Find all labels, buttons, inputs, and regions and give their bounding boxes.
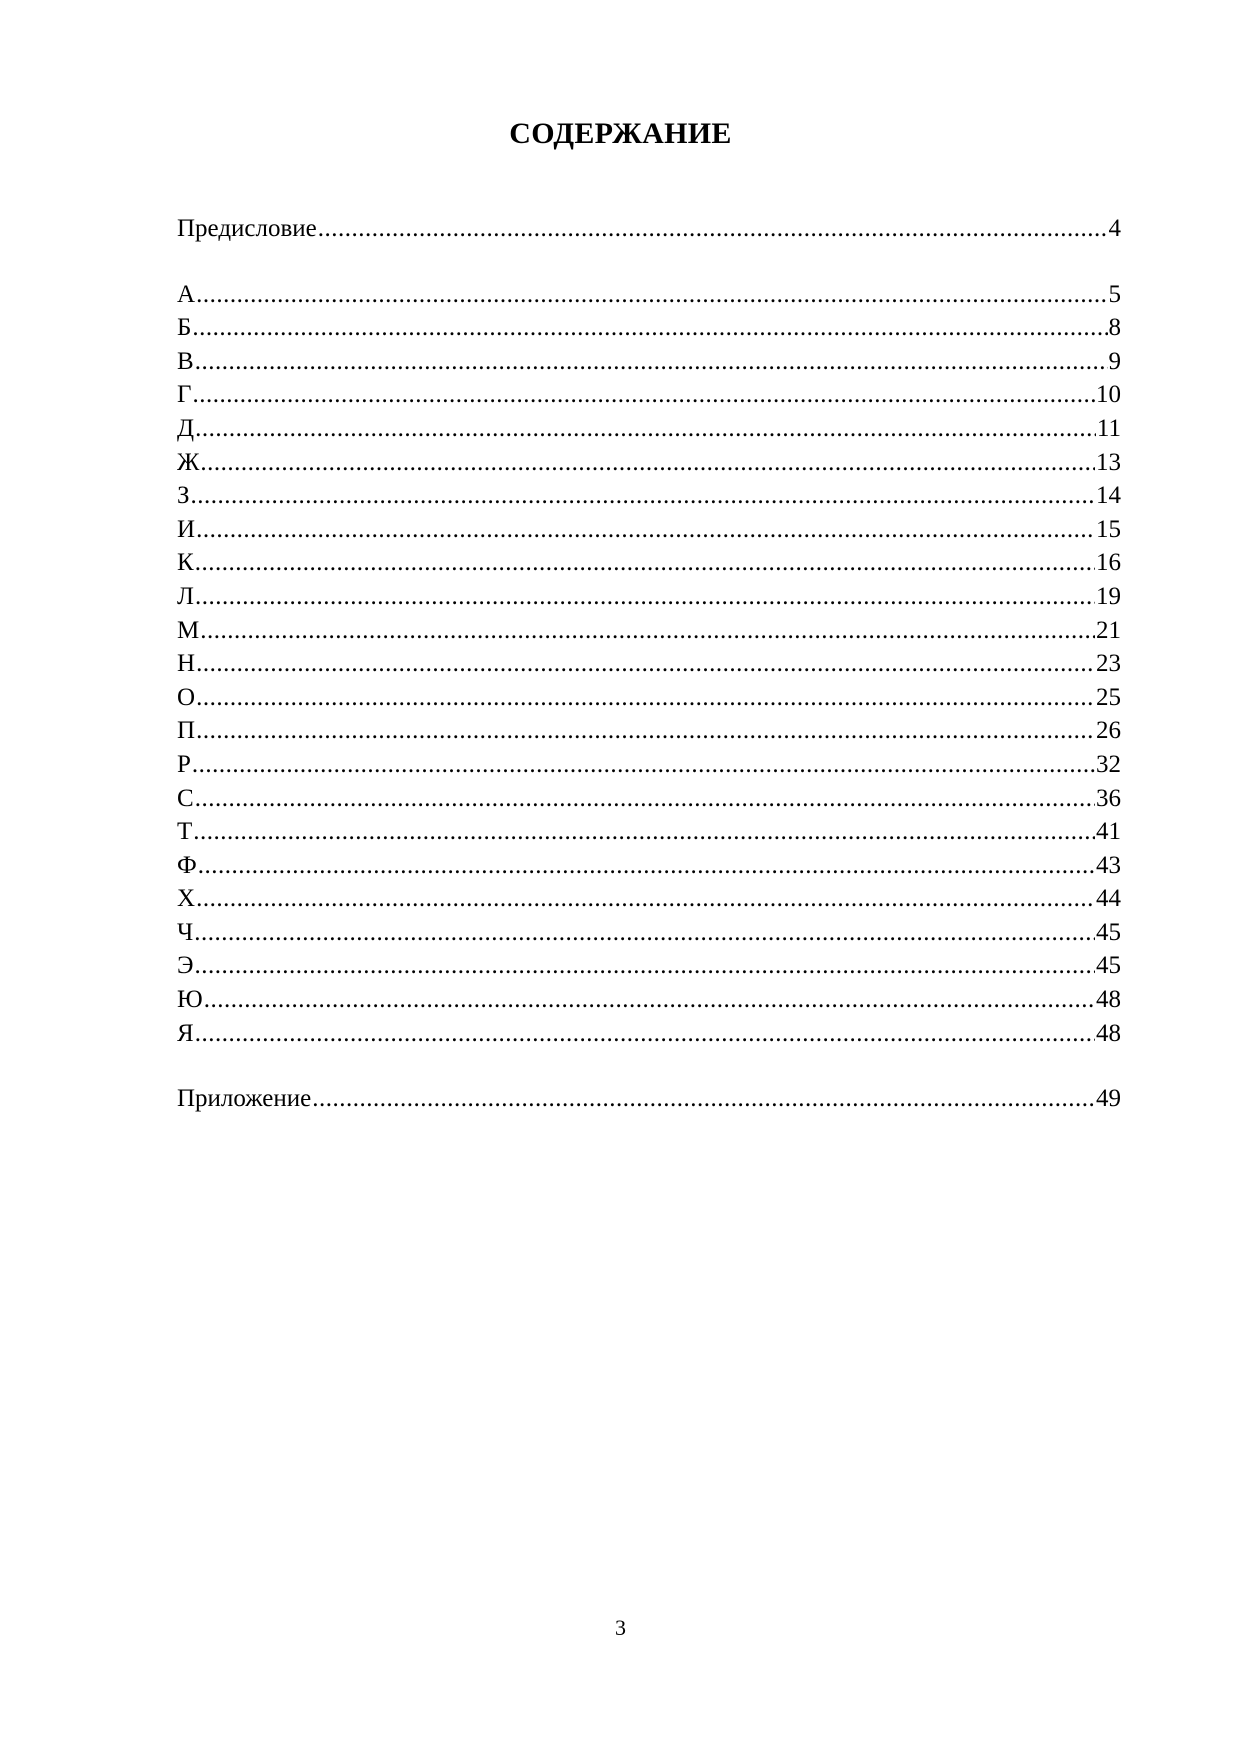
toc-entry-page: 48 [1096,1019,1121,1047]
toc-dot-leader [196,278,1107,312]
toc-entry-appendix[interactable] [177,1082,1121,1116]
toc-dot-leader [318,212,1108,246]
toc-entry-letter[interactable] [177,378,1121,412]
toc-dot-leader [196,714,1095,748]
toc-entry-page: 32 [1096,750,1121,778]
toc-entry-page: 48 [1096,986,1121,1014]
toc-entry-page: 14 [1096,482,1121,510]
toc-dot-leader [200,446,1095,480]
page-title: СОДЕРЖАНИЕ [509,117,732,150]
toc-entry-page: 25 [1096,683,1121,711]
toc-entry-page: 49 [1096,1085,1121,1113]
toc-entry-label: Предисловие [177,215,317,242]
toc-dot-leader [196,681,1095,715]
toc-entry-label: Ю [177,986,203,1014]
toc-entry-page: 11 [1096,414,1121,442]
toc-entry-label: Т [177,818,193,846]
toc-entry-label: Г [177,381,192,409]
toc-entry-label: Д [177,414,195,442]
toc-entry-label: М [177,616,200,644]
toc-entry-page: 9 [1108,347,1121,375]
toc-dot-leader [204,983,1095,1017]
table-of-contents [177,212,1121,1116]
toc-entry-label: И [177,515,196,543]
toc-dot-leader [194,916,1095,950]
toc-entry-page: 4 [1108,215,1121,242]
toc-entry-letter[interactable] [177,949,1121,983]
toc-dot-leader [191,479,1095,513]
toc-entry-letter[interactable] [177,647,1121,681]
toc-entry-letter[interactable] [177,311,1121,345]
toc-entry-page: 36 [1096,784,1121,812]
toc-entry-letter[interactable] [177,983,1121,1017]
toc-entry-label: А [177,280,196,308]
toc-entry-page: 10 [1096,381,1121,409]
toc-entry-letter[interactable] [177,1017,1121,1051]
toc-dot-leader [192,748,1095,782]
toc-dot-leader [195,1017,1095,1051]
toc-entry-page: 43 [1096,851,1121,879]
toc-entry-letter[interactable] [177,580,1121,614]
toc-entry-page: 26 [1096,717,1121,745]
toc-dot-leader [196,647,1095,681]
toc-entry-label: Ч [177,918,194,946]
toc-entry-page: 21 [1096,616,1121,644]
toc-entry-letter[interactable] [177,714,1121,748]
toc-entry-label: Ж [177,448,200,476]
toc-dot-leader [312,1082,1095,1116]
toc-entry-letter[interactable] [177,412,1121,446]
toc-entry-letter[interactable] [177,479,1121,513]
toc-entry-label: П [177,717,196,745]
toc-entry-letter[interactable] [177,278,1121,312]
toc-entry-label: К [177,549,194,577]
toc-entry-label: В [177,347,194,375]
toc-dot-leader [192,311,1107,345]
toc-entry-letter[interactable] [177,782,1121,816]
toc-entry-page: 45 [1096,952,1121,980]
toc-entry-label: Б [177,314,192,342]
toc-dot-leader [193,815,1095,849]
toc-entry-label: Н [177,650,196,678]
toc-entry-page: 44 [1096,885,1121,913]
toc-dot-leader [195,412,1096,446]
toc-entry-label: С [177,784,194,812]
page-number: 3 [615,1615,626,1640]
toc-entry-label: Ф [177,851,197,879]
toc-entry-letter[interactable] [177,513,1121,547]
toc-entry-label: О [177,683,196,711]
toc-letter-list [177,278,1121,1051]
toc-entry-letter[interactable] [177,345,1121,379]
toc-dot-leader [195,546,1095,580]
toc-entry-page: 45 [1096,918,1121,946]
toc-dot-leader [196,882,1095,916]
toc-dot-leader [195,782,1095,816]
toc-entry-label: Х [177,885,196,913]
toc-entry-page: 13 [1096,448,1121,476]
toc-entry-letter[interactable] [177,849,1121,883]
toc-entry-label: З [177,482,190,510]
toc-entry-letter[interactable] [177,546,1121,580]
toc-dot-leader [192,378,1095,412]
toc-entry-page: 23 [1096,650,1121,678]
toc-dot-leader [195,949,1095,983]
toc-entry-letter[interactable] [177,815,1121,849]
toc-entry-preface[interactable] [177,212,1121,246]
toc-entry-label: Л [177,582,194,610]
toc-entry-page: 15 [1096,515,1121,543]
toc-dot-leader [200,614,1095,648]
toc-entry-label: Э [177,952,194,980]
toc-entry-letter[interactable] [177,882,1121,916]
toc-entry-letter[interactable] [177,446,1121,480]
toc-dot-leader [195,580,1095,614]
toc-entry-letter[interactable] [177,748,1121,782]
toc-entry-label: Я [177,1019,194,1047]
toc-entry-letter[interactable] [177,681,1121,715]
toc-dot-leader [195,345,1108,379]
toc-entry-page: 8 [1108,314,1121,342]
toc-spacer [177,246,1121,278]
toc-entry-page: 5 [1108,280,1121,308]
toc-entry-page: 16 [1096,549,1121,577]
toc-entry-label: Приложение [177,1085,312,1113]
toc-entry-page: 19 [1096,582,1121,610]
toc-entry-letter[interactable] [177,614,1121,648]
toc-entry-label: Р [177,750,191,778]
toc-entry-page: 41 [1096,818,1121,846]
toc-dot-leader [196,513,1095,547]
toc-dot-leader [198,849,1095,883]
toc-spacer [177,1050,1121,1082]
toc-entry-letter[interactable] [177,916,1121,950]
